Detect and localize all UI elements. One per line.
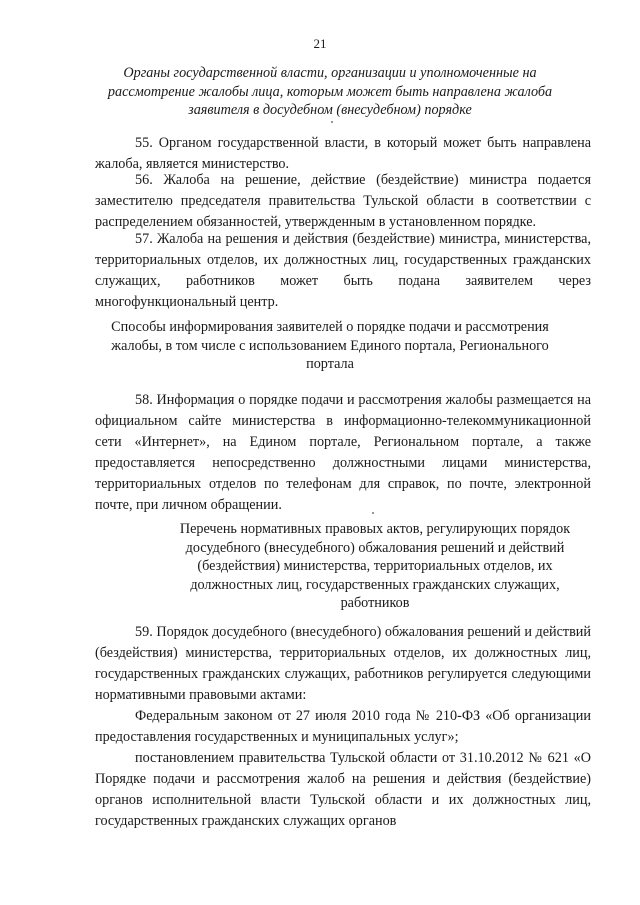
paragraph-56 <box>95 170 591 233</box>
section-heading-complaint-bodies: Органы государственной власти, организации и уполномоченные на рассмотрение жалобы лица, которым может быть направлена жалоба заявителя в досудебном (внесудебном) порядке <box>107 65 553 118</box>
paragraph-56-text: 56. Жалоба на решение, действие (бездействие) министра подается заместителю председателя правительства Тульской области в соответствии с распределением обязанностей, утвержденным в установленном порядке. <box>95 172 591 230</box>
paragraph-59-federal-law: Федеральным законом от 27 июля 2010 года № 210-ФЗ «Об организации предоставления государственных и муниципальных услуг»; <box>95 708 591 745</box>
paragraph-58-text: 58. Информация о порядке подачи и рассмотрения жалобы размещается на официальном сайте министерства в информационно-телекоммуникационной сети «Интернет», на Едином портале, Региональном портале, а также предоставляется непосредственно должностными лицами министерства, территориальных отделов по телефонам для справок, по почте, электронной почте, при личном обращении. <box>95 392 591 513</box>
section-heading-informing: Способы информирования заявителей о порядке подачи и рассмотрения жалобы, в том числе с использованием Единого портала, Регионального портала <box>111 319 549 372</box>
scan-speck <box>331 121 333 123</box>
page-number: 21 <box>313 36 327 51</box>
paragraph-57 <box>95 229 591 313</box>
paragraph-59-text: 59. Порядок досудебного (внесудебного) обжалования решений и действий (бездействия) министерства, территориальных отделов, их должностных лиц, государственных гражданских служащих, работников регулируется следующими нормативными правовыми актами: <box>95 624 591 703</box>
scan-speck <box>372 512 374 514</box>
paragraph-55-text: 55. Органом государственной власти, в который может быть направлена жалоба, является министерство. <box>95 135 591 172</box>
paragraph-58 <box>95 390 591 516</box>
paragraph-59-resolution: постановлением правительства Тульской области от 31.10.2012 № 621 «О Порядке подачи и рассмотрения жалоб на решения и действия (бездействие) органов исполнительной власти Тульской области и их должностных лиц, государственных гражданских служащих органов <box>95 750 591 829</box>
paragraph-57-text: 57. Жалоба на решения и действия (бездействие) министра, министерства, территориальных отделов, их должностных лиц, государственных гражданских служащих, работников может быть подана заявителем через многофункциональный центр. <box>95 231 591 310</box>
section-heading-legal-acts: Перечень нормативных правовых актов, регулирующих порядок досудебного (внесудебного) обжалования решений и действий (бездействия) министерства, территориальных отделов, их должностных лиц, государственных гражданских служащих, работников <box>179 521 571 611</box>
paragraph-55 <box>95 133 591 175</box>
paragraph-59 <box>95 622 591 832</box>
